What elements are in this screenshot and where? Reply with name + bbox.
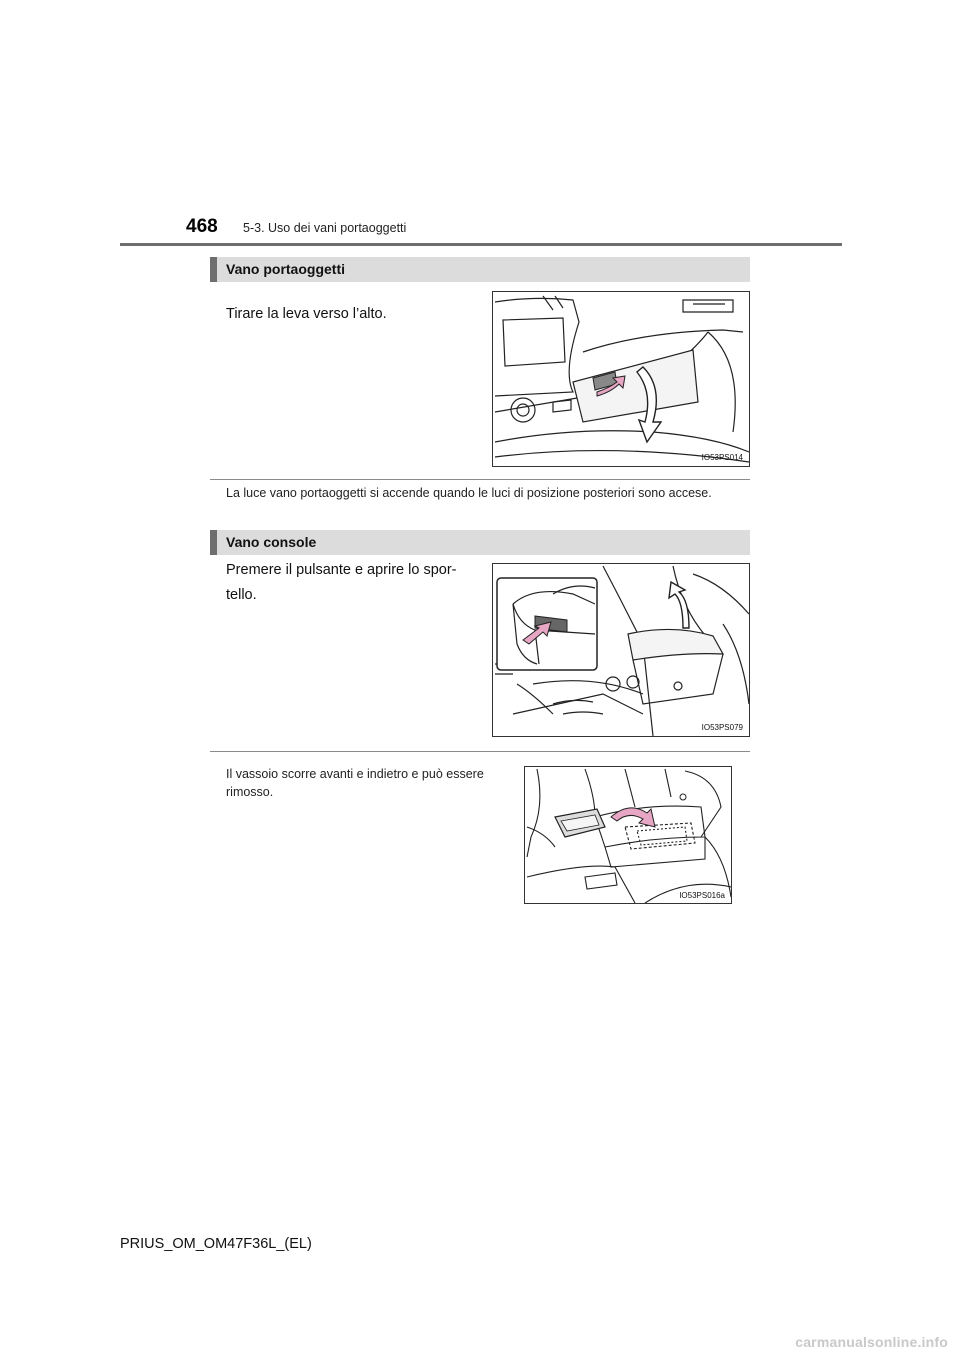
figure-code: IO53PS016a — [679, 891, 725, 900]
figure-console-box — [492, 563, 750, 737]
console-box-illustration — [493, 564, 749, 736]
section-heading-glove-box: Vano portaoggetti — [210, 257, 750, 282]
figure-console-tray — [524, 766, 732, 904]
watermark: carmanualsonline.info — [795, 1334, 948, 1350]
footer-doc-code: PRIUS_OM_OM47F36L_(EL) — [120, 1236, 312, 1252]
instruction-glove-box: Tirare la leva verso l’alto. — [226, 306, 387, 322]
figure-glove-box — [492, 291, 750, 467]
divider — [210, 479, 750, 480]
header-rule — [120, 243, 842, 246]
console-tray-illustration — [525, 767, 731, 903]
note-glove-box: La luce vano portaoggetti si accende quando le luci di posizione posteriori sono accese. — [226, 486, 712, 500]
section-title: 5-3. Uso dei vani portaoggetti — [243, 221, 407, 235]
divider — [210, 751, 750, 752]
section-heading-console-box: Vano console — [210, 530, 750, 555]
figure-code: IO53PS079 — [701, 723, 743, 732]
page-number: 468 — [186, 216, 218, 237]
figure-code: IO53PS014 — [701, 453, 743, 462]
glove-box-illustration — [493, 292, 749, 466]
instruction-console-box: Premere il pulsante e aprire lo spor-tello. — [226, 562, 457, 603]
note-console-box: Il vassoio scorre avanti e indietro e può essere rimosso. — [226, 767, 484, 799]
